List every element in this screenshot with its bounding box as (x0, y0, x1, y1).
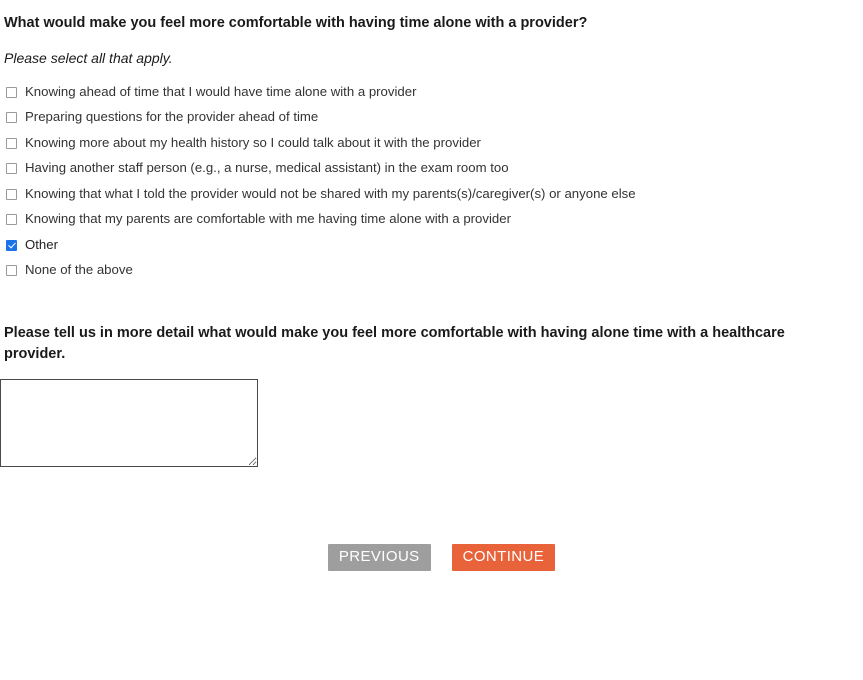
continue-button[interactable]: CONTINUE (452, 544, 556, 572)
checkbox-icon[interactable] (6, 87, 17, 98)
checkbox-icon[interactable] (6, 163, 17, 174)
checkbox-icon[interactable] (6, 189, 17, 200)
option-label[interactable]: Other (25, 236, 58, 252)
option-row[interactable] (4, 211, 863, 228)
option-row[interactable] (4, 84, 863, 101)
detail-prompt: Please tell us in more detail what would make you feel more comfortable with having alone time with a healthcare provider. (4, 324, 785, 362)
option-label[interactable]: Knowing that my parents are comfortable with me having time alone with a provider (25, 211, 511, 227)
instruction-text: Please select all that apply. (4, 49, 173, 66)
checkbox-icon[interactable] (6, 138, 17, 149)
option-row[interactable] (4, 109, 863, 126)
option-row[interactable] (4, 160, 863, 177)
checkbox-icon[interactable] (6, 265, 17, 276)
option-row[interactable] (4, 186, 863, 203)
option-label[interactable]: Knowing ahead of time that I would have time alone with a provider (25, 83, 417, 99)
checkbox-group (4, 84, 863, 279)
option-label[interactable]: Having another staff person (e.g., a nurse, medical assistant) in the exam room too (25, 160, 509, 176)
detail-answer-textarea[interactable] (0, 379, 258, 467)
checkbox-icon[interactable] (6, 214, 17, 225)
option-label[interactable]: Preparing questions for the provider ahead of time (25, 109, 319, 125)
checkbox-icon[interactable] (6, 112, 17, 123)
navigation-buttons (4, 544, 863, 572)
checkbox-icon[interactable] (6, 240, 17, 251)
question-title: What would make you feel more comfortable with having time alone with a provider? (4, 15, 588, 31)
detail-answer-wrapper (0, 379, 863, 472)
option-row[interactable] (4, 237, 863, 254)
option-row[interactable] (4, 135, 863, 152)
option-label[interactable]: Knowing that what I told the provider would not be shared with my parents(s)/caregiver(s) or anyone else (25, 185, 636, 201)
option-row[interactable] (4, 262, 863, 279)
option-label[interactable]: None of the above (25, 262, 133, 278)
option-label[interactable]: Knowing more about my health history so I could talk about it with the provider (25, 134, 481, 150)
previous-button[interactable]: PREVIOUS (328, 544, 431, 572)
